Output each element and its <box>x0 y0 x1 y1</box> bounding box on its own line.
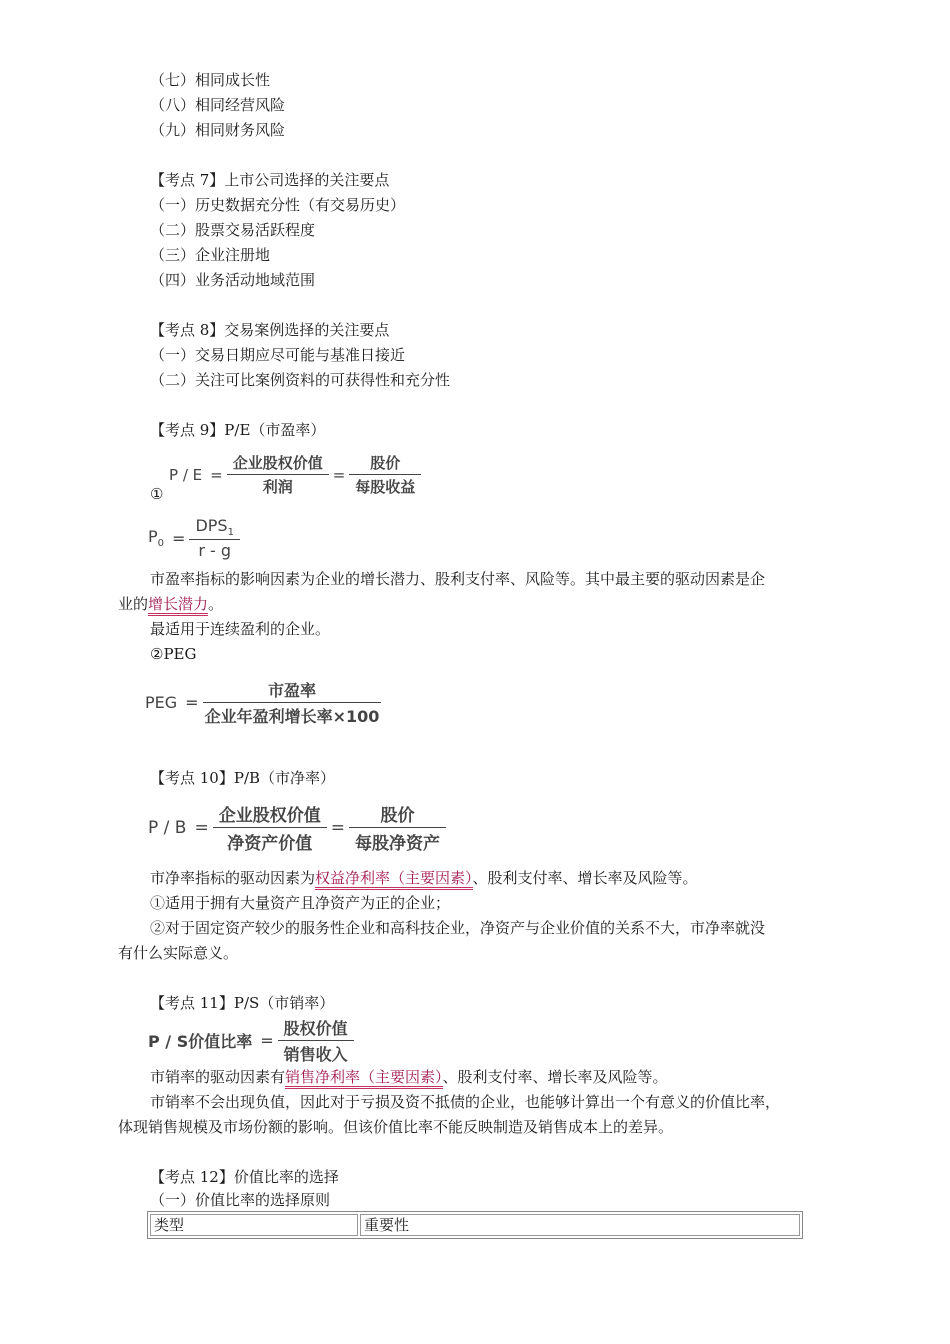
list-item-7: （七）相同成长性 <box>150 71 271 89</box>
kd10-para-2: ①适用于拥有大量资产且净资产为正的企业； <box>150 894 451 912</box>
kd10-title: 【考点 10】P/B（市净率） <box>150 769 336 787</box>
pe-den-2: 每股收益 <box>355 478 416 496</box>
kd7-item-4: （四）业务活动地域范围 <box>150 271 316 289</box>
pe-eq-2: = <box>332 465 346 484</box>
kd7-item-1: （一）历史数据充分性（有交易历史） <box>150 196 406 214</box>
kd7-item-3: （三）企业注册地 <box>150 246 271 264</box>
gordon-lhs: P <box>148 527 158 546</box>
selection-table <box>147 1211 803 1239</box>
kd10-para-1 <box>150 868 698 888</box>
ps-num: 股权价值 <box>278 1016 354 1041</box>
kd12-subtitle: （一）价值比率的选择原则 <box>150 1191 331 1209</box>
list-item-9: （九）相同财务风险 <box>150 121 286 139</box>
pe-num-2: 股价 <box>349 452 421 475</box>
ps-formula <box>148 1016 354 1065</box>
gordon-formula <box>148 516 240 560</box>
kd11-para-2-line1: 市销率不会出现负值，因此对于亏损及资不抵债的企业，也能够计算出一个有意义的价值比率， <box>150 1093 781 1111</box>
ps-lhs: P / S价值比率 <box>148 1032 253 1051</box>
kd9-title: 【考点 9】P/E（市盈率） <box>150 421 326 439</box>
kd9-para-1-post: 。 <box>208 595 224 613</box>
kd11-para-1 <box>150 1067 668 1087</box>
gordon-num-sub: 1 <box>227 527 234 539</box>
ps-den: 销售收入 <box>283 1045 348 1064</box>
pb-lhs: P / B <box>148 817 187 838</box>
table-header-type: 类型 <box>150 1214 358 1236</box>
ps-eq: = <box>260 1031 274 1050</box>
gordon-eq: = <box>172 528 186 548</box>
gordon-lhs-sub: 0 <box>157 538 165 550</box>
pb-eq-2: = <box>330 817 345 838</box>
kd9-para-1-line1: 市盈率指标的影响因素为企业的增长潜力、股利支付率、风险等。其中最主要的驱动因素是企 <box>150 570 766 588</box>
kd8-item-2: （二）关注可比案例资料的可获得性和充分性 <box>150 371 451 389</box>
pb-eq: = <box>194 817 209 838</box>
pb-formula <box>148 801 446 854</box>
pe-eq: = <box>210 465 223 484</box>
highlight-growth-potential: 增长潜力 <box>148 595 208 616</box>
marker-1: ① <box>150 485 164 503</box>
highlight-roe: 权益净利率（主要因素） <box>315 869 473 890</box>
pb-num-1: 企业股权价值 <box>213 801 327 828</box>
kd7-title: 【考点 7】上市公司选择的关注要点 <box>150 171 390 189</box>
kd8-title: 【考点 8】交易案例选择的关注要点 <box>150 321 390 339</box>
kd10-para-3-line2: 有什么实际意义。 <box>118 944 239 962</box>
kd11-para-1-pre: 市销率的驱动因素有 <box>150 1068 286 1086</box>
kd11-para-2-line2: 体现销售规模及市场份额的影响。但该价值比率不能反映制造及销售成本上的差异。 <box>118 1118 674 1136</box>
pe-formula <box>165 452 421 497</box>
peg-lhs: PEG <box>145 693 178 712</box>
kd8-item-1: （一）交易日期应尽可能与基准日接近 <box>150 346 406 364</box>
kd10-para-1-post: 、股利支付率、增长率及风险等。 <box>472 869 698 887</box>
kd9-para-1-line2 <box>118 594 223 614</box>
peg-formula <box>145 678 381 727</box>
kd9-para-2: 最适用于连续盈利的企业。 <box>150 620 331 638</box>
list-item-8: （八）相同经营风险 <box>150 96 286 114</box>
kd10-para-3-line1: ②对于固定资产较少的服务性企业和高科技企业，净资产与企业价值的关系不大，市净率就没 <box>150 919 766 937</box>
kd7-item-2: （二）股票交易活跃程度 <box>150 221 316 239</box>
gordon-den: r - g <box>198 541 232 561</box>
table-header-row <box>150 1214 800 1236</box>
kd12-title: 【考点 12】价值比率的选择 <box>150 1168 339 1186</box>
pb-den-2: 每股净资产 <box>354 834 440 854</box>
pb-den-1: 净资产价值 <box>227 834 313 854</box>
peg-eq: = <box>185 693 199 712</box>
marker-2: ②PEG <box>150 645 197 663</box>
kd9-para-1-pre2: 业的 <box>118 595 149 613</box>
highlight-net-profit-margin: 销售净利率（主要因素） <box>285 1068 443 1089</box>
kd11-para-1-post: 、股利支付率、增长率及风险等。 <box>442 1068 668 1086</box>
pe-den-1: 利润 <box>262 478 293 496</box>
table-header-importance: 重要性 <box>360 1214 800 1236</box>
peg-den: 企业年盈利增长率×100 <box>204 707 380 726</box>
kd10-para-1-pre: 市净率指标的驱动因素为 <box>150 869 316 887</box>
peg-num: 市盈率 <box>203 678 382 703</box>
pb-num-2: 股价 <box>349 801 446 828</box>
kd11-title: 【考点 11】P/S（市销率） <box>150 994 335 1012</box>
gordon-num: DPS <box>195 516 228 535</box>
pe-lhs: P / E <box>169 465 203 484</box>
pe-num-1: 企业股权价值 <box>227 452 329 475</box>
